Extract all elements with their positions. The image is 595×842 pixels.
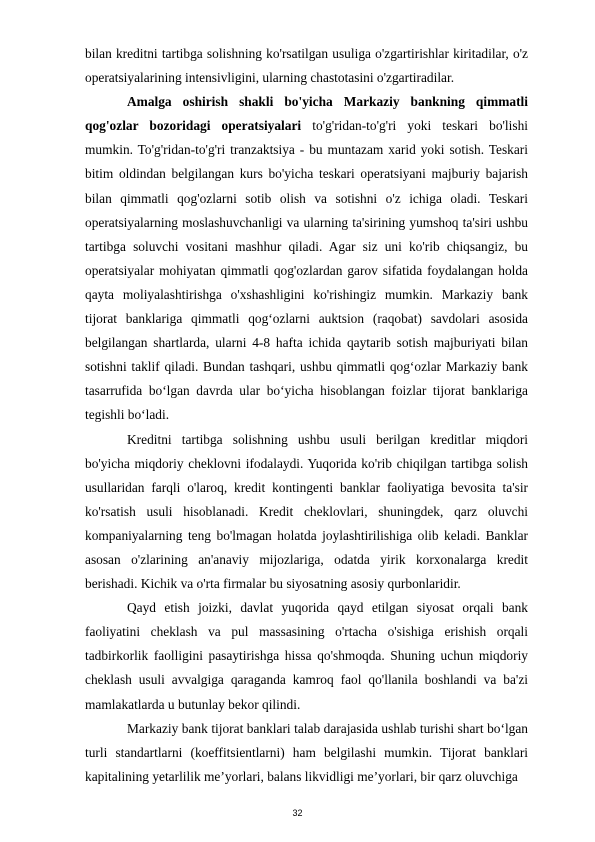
paragraph-1 xyxy=(85,42,528,90)
page-number: 32 xyxy=(292,808,303,818)
paragraph-5 xyxy=(85,717,528,789)
paragraph-4-text: Qayd etish joizki, davlat yuqorida qayd etilgan siyosat orqali bank faoliyatini cheklash va pul massasining o'rtacha o'sishiga erishish orqali tadbirkorlik faolligini pasaytirishga hissa qo'shmoqda. Shuning uchun miqdoriy cheklash usuli avvalgiga qaraganda kamroq faol qo'llanila boshlandi va ba'zi mamlakatlarda u butunlay bekor qilindi. xyxy=(85,600,528,712)
paragraph-5-text: Markaziy bank tijorat banklari talab darajasida ushlab turishi shart bo‘lgan turli standartlarni (koeffitsientlarni) ham belgilashi mumkin. Tijorat banklari kapitalining yetarlilik me’yorlari, balans likvidligi me’yorlari, bir qarz oluvchiga xyxy=(85,720,528,784)
document-page xyxy=(85,42,528,789)
paragraph-2-bold-lead: Amalga oshirish shakli bo'yicha Markaziy bankning qimmatli qog'ozlar bozoridagi operatsiyalari xyxy=(85,94,528,134)
paragraph-3-text: Kreditni tartibga solishning ushbu usuli berilgan kreditlar miqdori bo'yicha miqdoriy cheklovni ifodalaydi. Yuqorida ko'rib chiqilgan tartibga solish usullaridan farqli o'laroq, kredit kontingenti banklar faoliyatiga bevosita ta'sir ko'rsatish usuli hisoblanadi. Kredit cheklovlari, shuningdek, qarz oluvchi kompaniyalarning teng bo'lmagan holatda joylashtirilishiga olib keladi. Banklar asosan o'zlarining an'anaviy mijozlariga, odatda yirik korxonalarga kredit berishadi. Kichik va o'rta firmalar bu siyosatning asosiy qurbonlaridir. xyxy=(85,431,528,592)
paragraph-1-text: bilan kreditni tartibga solishning ko'rsatilgan usuliga o'zgartirishlar kiritadilar, o'z operatsiyalarining intensivligini, ularning chastotasini o'zgartiradilar. xyxy=(85,46,528,86)
paragraph-2 xyxy=(85,90,528,427)
paragraph-2-text: to'g'ridan-to'g'ri yoki teskari bo'lishi mumkin. To'g'ridan-to'g'ri tranzaktsiya - bu muntazam xarid yoki sotish. Teskari bitim oldindan belgilangan kurs bo'yicha teskari operatsiyani majburiy bajarish bilan qimmatli qog'ozlarni sotib olish va sotishni o'z ichiga oladi. Teskari operatsiyalarning moslashuvchanligi va ularning ta'sirining yumshoq ta'siri ushbu tartibga soluvchi vositani mashhur qiladi. Agar siz uni ko'rib chiqsangiz, bu operatsiyalar mohiyatan qimmatli qog'ozlardan garov sifatida foydalangan holda qayta moliyalashtirishga o'xshashligini ko'rishingiz mumkin. Markaziy bank tijorat banklariga qimmatli qog‘ozlarni auktsion (raqobat) savdolari asosida belgilangan shartlarda, ularni 4-8 hafta ichida qaytarib sotish majburiyati bilan sotishni taklif qiladi. Bundan tashqari, ushbu qimmatli qog‘ozlar Markaziy bank tasarrufida bo‘lgan davrda ular bo‘yicha hisoblangan foizlar tijorat banklariga tegishli bo‘ladi. xyxy=(85,118,528,423)
paragraph-4 xyxy=(85,596,528,716)
paragraph-3 xyxy=(85,428,528,597)
